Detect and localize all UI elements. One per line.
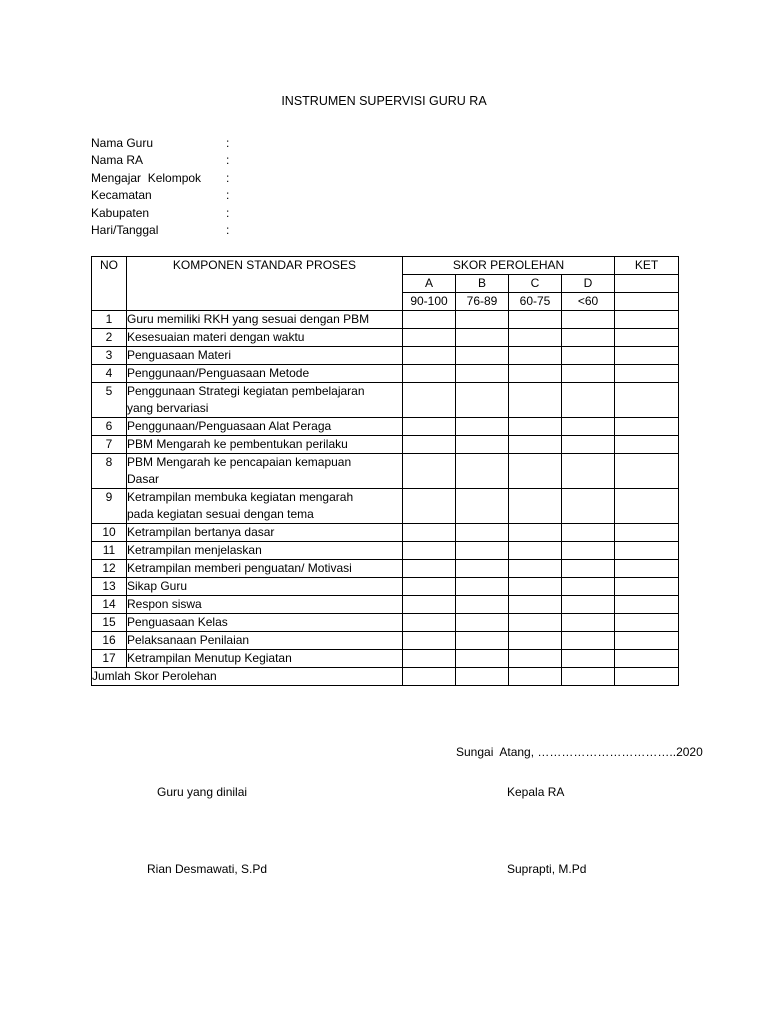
table-row <box>92 524 679 542</box>
score-cell <box>562 365 615 383</box>
score-cell <box>456 524 509 542</box>
score-cell <box>456 311 509 329</box>
row-component-text: PBM Mengarah ke pencapaian kemapuan <box>127 455 352 469</box>
score-cell <box>562 524 615 542</box>
score-cell <box>403 542 456 560</box>
row-component-text: Ketrampilan membuka kegiatan mengarah <box>127 490 354 504</box>
score-cell <box>403 668 456 686</box>
ket-cell <box>615 436 679 454</box>
grade-b: B <box>456 275 509 293</box>
header-ket: KET <box>615 257 679 275</box>
score-cell <box>403 650 456 668</box>
score-cell <box>403 632 456 650</box>
row-component-text: Ketrampilan bertanya dasar <box>127 525 275 539</box>
ket-cell <box>615 489 679 524</box>
row-component-text-continued: yang bervariasi <box>127 401 209 415</box>
score-cell <box>403 329 456 347</box>
table-row <box>92 329 679 347</box>
score-cell <box>456 632 509 650</box>
score-cell <box>562 668 615 686</box>
ket-cell <box>615 668 679 686</box>
table-row <box>92 383 679 418</box>
signature-name-left: Rian Desmawati, S.Pd <box>147 862 268 876</box>
score-cell <box>562 596 615 614</box>
ket-cell <box>615 614 679 632</box>
score-cell <box>509 596 562 614</box>
score-cell <box>456 436 509 454</box>
score-cell <box>403 418 456 436</box>
row-number: 14 <box>92 596 127 614</box>
header-komponen: KOMPONEN STANDAR PROSES <box>127 257 403 311</box>
score-cell <box>456 329 509 347</box>
row-component <box>127 524 403 542</box>
ket-cell <box>615 275 679 293</box>
row-component <box>127 614 403 632</box>
score-cell <box>403 596 456 614</box>
score-cell <box>456 668 509 686</box>
info-label: Nama Guru <box>91 136 154 150</box>
table-row <box>92 632 679 650</box>
score-cell <box>509 329 562 347</box>
info-row-nama-ra <box>91 152 238 169</box>
row-number: 6 <box>92 418 127 436</box>
row-component <box>127 578 403 596</box>
row-component <box>127 383 403 418</box>
info-label: Kecamatan <box>91 188 152 203</box>
score-cell <box>456 578 509 596</box>
table-row <box>92 347 679 365</box>
row-number: 13 <box>92 578 127 596</box>
info-colon: : <box>226 153 230 168</box>
score-cell <box>562 560 615 578</box>
row-number: 2 <box>92 329 127 347</box>
score-cell <box>509 524 562 542</box>
score-cell <box>562 578 615 596</box>
ket-cell <box>615 524 679 542</box>
ket-cell <box>615 650 679 668</box>
range-c: 60-75 <box>509 293 562 311</box>
row-number: 12 <box>92 560 127 578</box>
row-number: 17 <box>92 650 127 668</box>
info-colon: : <box>226 222 230 237</box>
table-row <box>92 311 679 329</box>
row-component <box>127 560 403 578</box>
table-row <box>92 454 679 489</box>
ket-cell <box>615 311 679 329</box>
range-d: <60 <box>562 293 615 311</box>
ket-cell <box>615 596 679 614</box>
score-cell <box>456 365 509 383</box>
row-component <box>127 418 403 436</box>
info-section <box>91 135 238 239</box>
row-component-text: PBM Mengarah ke pembentukan perilaku <box>127 437 348 451</box>
row-number: 9 <box>92 489 127 524</box>
score-cell <box>456 347 509 365</box>
score-cell <box>403 524 456 542</box>
signature-name-right: Suprapti, M.Pd <box>507 862 587 876</box>
score-cell <box>509 347 562 365</box>
score-cell <box>456 650 509 668</box>
score-cell <box>509 668 562 686</box>
row-component <box>127 632 403 650</box>
total-label: Jumlah Skor Perolehan <box>92 668 403 686</box>
score-cell <box>562 347 615 365</box>
score-cell <box>562 632 615 650</box>
score-cell <box>509 650 562 668</box>
info-row-kelompok <box>91 170 238 187</box>
ket-cell <box>615 578 679 596</box>
info-row-hari-tanggal <box>91 222 238 239</box>
table-row <box>92 418 679 436</box>
score-cell <box>562 436 615 454</box>
score-cell <box>403 614 456 632</box>
row-number: 15 <box>92 614 127 632</box>
header-row <box>92 257 679 275</box>
info-label: Hari/Tanggal <box>91 222 159 237</box>
row-component <box>127 489 403 524</box>
header-no: NO <box>92 257 127 311</box>
score-cell <box>509 436 562 454</box>
score-cell <box>403 454 456 489</box>
row-component-text: Ketrampilan Menutup Kegiatan <box>127 651 292 665</box>
row-number: 3 <box>92 347 127 365</box>
range-a: 90-100 <box>403 293 456 311</box>
row-component-text: Ketrampilan menjelaskan <box>127 543 262 557</box>
score-cell <box>509 542 562 560</box>
row-component <box>127 596 403 614</box>
table-row <box>92 614 679 632</box>
info-row-kecamatan <box>91 187 238 204</box>
ket-cell <box>615 365 679 383</box>
ket-cell <box>615 347 679 365</box>
info-row-kabupaten <box>91 205 238 222</box>
score-cell <box>509 418 562 436</box>
score-cell <box>562 489 615 524</box>
ket-cell <box>615 293 679 311</box>
score-cell <box>509 365 562 383</box>
row-component-text: Penggunaan Strategi kegiatan pembelajaran <box>127 384 365 398</box>
row-component-text: Guru memiliki RKH yang sesuai dengan PBM <box>127 312 370 326</box>
info-label: Mengajar Kelompok <box>91 170 202 185</box>
row-component <box>127 365 403 383</box>
grade-a: A <box>403 275 456 293</box>
score-cell <box>456 418 509 436</box>
row-component-text-continued: Dasar <box>127 472 160 486</box>
ket-cell <box>615 383 679 418</box>
signature-role-left: Guru yang dinilai <box>157 785 248 799</box>
row-component <box>127 311 403 329</box>
score-cell <box>403 383 456 418</box>
score-cell <box>456 560 509 578</box>
score-cell <box>456 489 509 524</box>
ket-cell <box>615 418 679 436</box>
ket-cell <box>615 454 679 489</box>
row-component-text: Penguasaan Materi <box>127 348 232 362</box>
score-cell <box>456 454 509 489</box>
row-component <box>127 542 403 560</box>
info-colon: : <box>226 136 230 150</box>
ket-cell <box>615 542 679 560</box>
place-date: Sungai Atang, ……………………………..2020 <box>456 745 703 759</box>
score-cell <box>403 311 456 329</box>
table-row <box>92 578 679 596</box>
row-component <box>127 347 403 365</box>
row-number: 1 <box>92 311 127 329</box>
score-cell <box>456 383 509 418</box>
table-row <box>92 365 679 383</box>
info-label: Kabupaten <box>91 205 150 220</box>
info-label: Nama RA <box>91 153 144 168</box>
ket-cell <box>615 329 679 347</box>
row-number: 16 <box>92 632 127 650</box>
score-cell <box>509 383 562 418</box>
score-cell <box>403 578 456 596</box>
ket-cell <box>615 632 679 650</box>
row-number: 8 <box>92 454 127 489</box>
table-row <box>92 542 679 560</box>
score-cell <box>509 578 562 596</box>
grade-d: D <box>562 275 615 293</box>
supervision-table <box>91 256 679 686</box>
score-cell <box>562 614 615 632</box>
score-cell <box>456 614 509 632</box>
row-component <box>127 329 403 347</box>
row-component-text-continued: pada kegiatan sesuai dengan tema <box>127 507 314 521</box>
table-row <box>92 560 679 578</box>
score-cell <box>509 489 562 524</box>
score-cell <box>403 347 456 365</box>
info-row-nama-guru <box>91 135 238 152</box>
score-cell <box>562 542 615 560</box>
table-row <box>92 650 679 668</box>
range-b: 76-89 <box>456 293 509 311</box>
row-number: 7 <box>92 436 127 454</box>
document-title: INSTRUMEN SUPERVISI GURU RA <box>281 94 487 108</box>
score-cell <box>456 542 509 560</box>
score-cell <box>562 329 615 347</box>
row-component-text: Penggunaan/Penguasaan Metode <box>127 366 310 380</box>
score-cell <box>403 489 456 524</box>
grade-c: C <box>509 275 562 293</box>
row-component-text: Penguasaan Kelas <box>127 615 228 629</box>
header-skor: SKOR PEROLEHAN <box>403 257 615 275</box>
score-cell <box>403 560 456 578</box>
signature-role-right: Kepala RA <box>507 785 565 799</box>
table-row <box>92 489 679 524</box>
row-component-text: Respon siswa <box>127 597 202 611</box>
info-colon: : <box>226 205 230 220</box>
row-component-text: Penggunaan/Penguasaan Alat Peraga <box>127 419 332 433</box>
row-component <box>127 454 403 489</box>
score-cell <box>403 436 456 454</box>
score-cell <box>509 560 562 578</box>
score-cell <box>509 311 562 329</box>
row-component <box>127 650 403 668</box>
score-cell <box>403 365 456 383</box>
score-cell <box>509 614 562 632</box>
total-row <box>92 668 679 686</box>
info-colon: : <box>226 170 230 185</box>
score-cell <box>562 454 615 489</box>
row-component-text: Sikap Guru <box>127 579 188 593</box>
score-cell <box>562 418 615 436</box>
score-cell <box>562 383 615 418</box>
info-colon: : <box>226 188 230 203</box>
ket-cell <box>615 560 679 578</box>
row-number: 4 <box>92 365 127 383</box>
row-number: 5 <box>92 383 127 418</box>
score-cell <box>562 650 615 668</box>
row-component-text: Pelaksanaan Penilaian <box>127 633 250 647</box>
score-cell <box>509 454 562 489</box>
score-cell <box>456 596 509 614</box>
score-cell <box>509 632 562 650</box>
row-number: 11 <box>92 542 127 560</box>
row-component-text: Ketrampilan memberi penguatan/ Motivasi <box>127 561 352 575</box>
row-number: 10 <box>92 524 127 542</box>
table-row <box>92 436 679 454</box>
row-component <box>127 436 403 454</box>
score-cell <box>562 311 615 329</box>
row-component-text: Kesesuaian materi dengan waktu <box>127 330 305 344</box>
table-row <box>92 596 679 614</box>
